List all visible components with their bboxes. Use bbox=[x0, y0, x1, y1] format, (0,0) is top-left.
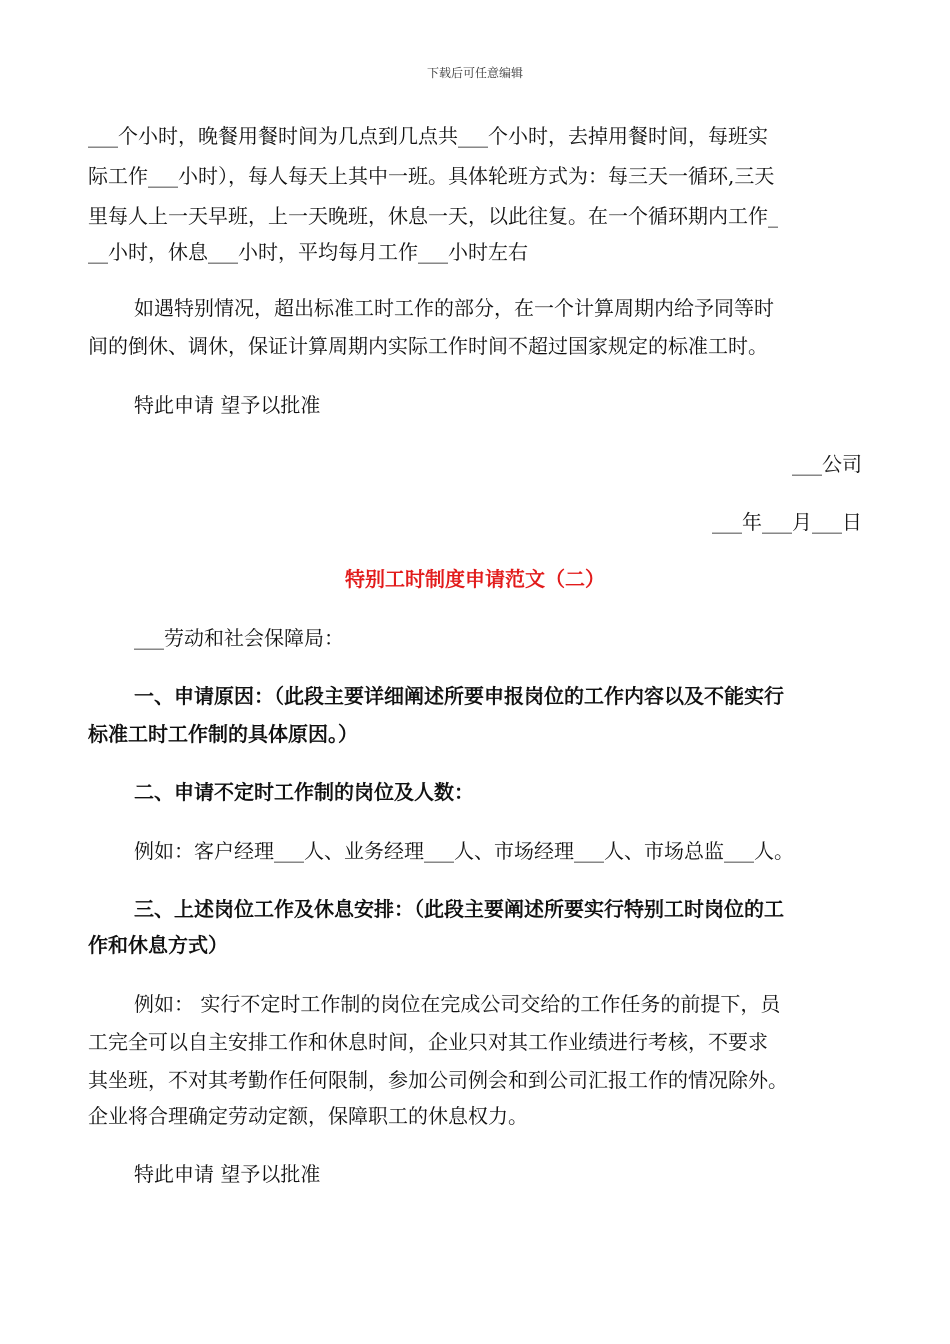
paragraph-line: 例如： 实行不定时工作制的岗位在完成公司交给的工作任务的前提下，员 bbox=[134, 992, 781, 1016]
heading-line: 二、申请不定时工作制的岗位及人数： bbox=[134, 780, 474, 804]
section-title: 特别工时制度申请范文（二） bbox=[345, 567, 605, 591]
paragraph-line: 里每人上一天早班，上一天晚班，休息一天，以此往复。在一个循环期内工作_ bbox=[88, 204, 778, 228]
heading-line: 标准工时工作制的具体原因。） bbox=[88, 722, 358, 746]
paragraph-line: 际工作___小时），每人每天上其中一班。具体轮班方式为：每三天一循环,三天 bbox=[88, 164, 775, 188]
date-line: ___年___月___日 bbox=[712, 510, 862, 534]
closing-request: 特此申请 望予以批准 bbox=[134, 393, 321, 417]
paragraph-line: __小时，休息___小时，平均每月工作___小时左右 bbox=[88, 240, 528, 264]
heading-line: 一、申请原因：（此段主要详细阐述所要申报岗位的工作内容以及不能实行 bbox=[134, 684, 784, 708]
paragraph-line: 工完全可以自主安排工作和休息时间，企业只对其工作业绩进行考核，不要求 bbox=[88, 1030, 768, 1054]
paragraph-line: 如遇特别情况，超出标准工时工作的部分，在一个计算周期内给予同等时 bbox=[134, 296, 774, 320]
paragraph-line: 间的倒休、调休，保证计算周期内实际工作时间不超过国家规定的标准工时。 bbox=[88, 334, 768, 358]
heading-line: 作和休息方式） bbox=[88, 933, 228, 957]
heading-line: 三、上述岗位工作及休息安排：（此段主要阐述所要实行特别工时岗位的工 bbox=[134, 897, 784, 921]
addressee: ___劳动和社会保障局： bbox=[134, 626, 344, 650]
paragraph-line: 其坐班，不对其考勤作任何限制，参加公司例会和到公司汇报工作的情况除外。 bbox=[88, 1068, 788, 1092]
closing-request: 特此申请 望予以批准 bbox=[134, 1162, 321, 1186]
paragraph-line: 例如：客户经理___人、业务经理___人、市场经理___人、市场总监___人。 bbox=[134, 839, 794, 863]
paragraph-line: 企业将合理确定劳动定额，保障职工的休息权力。 bbox=[88, 1104, 528, 1128]
paragraph-line: ___个小时，晚餐用餐时间为几点到几点共___个小时，去掉用餐时间，每班实 bbox=[88, 124, 768, 148]
page-header: 下载后可任意编辑 bbox=[426, 66, 523, 80]
company-signature: ___公司 bbox=[792, 452, 862, 476]
